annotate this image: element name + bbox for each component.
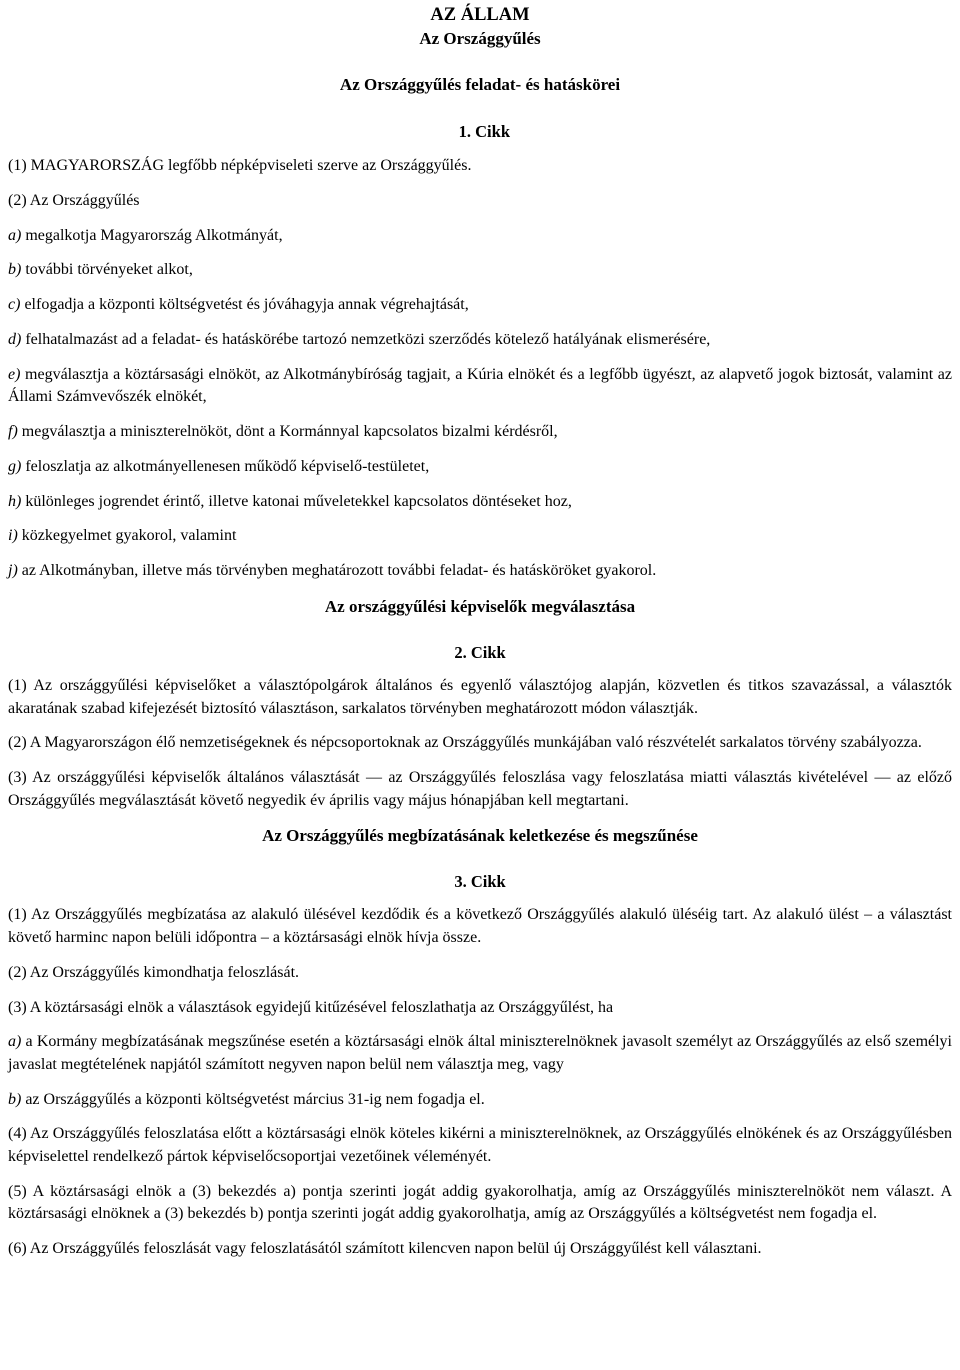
- paragraph: (2) Az Országgyűlés: [8, 191, 140, 209]
- list-item: i) közkegyelmet gyakorol, valamint: [8, 527, 237, 545]
- list-item: g) feloszlatja az alkotmányellenesen működő képviselő-testületet,: [8, 457, 430, 475]
- section-body: [8, 155, 952, 583]
- document-title: AZ ÁLLAM: [430, 5, 530, 25]
- list-item: a) a Kormány megbízatásának megszűnése esetén a köztársasági elnök által miniszterelnöknek javasolt személyt az Országgyűlés az első személyi javaslat megtételének napjától számított negyven napon belül nem választja meg, vagy: [8, 1033, 952, 1073]
- list-item: b) további törvényeket alkot,: [8, 261, 193, 279]
- article-number: 3. Cikk: [454, 872, 506, 892]
- paragraph: (3) Az országgyűlési képviselők általános választását — az Országgyűlés feloszlása vagy feloszlatása miatti választás kivételével — az előző Országgyűlés megválasztását követő negyedik év április vagy május hónapjában kell megtartani.: [8, 769, 952, 809]
- section-heading: Az országgyűlési képviselők megválasztása: [324, 597, 636, 617]
- paragraph: (4) Az Országgyűlés feloszlatása előtt a köztársasági elnök köteles kikérni a miniszterelnöknek, az Országgyűlés elnökének és az Országgyűlésben képviselettel rendelkező pártok képviselőcsoportjai vezetőinek véleményét.: [8, 1125, 952, 1165]
- document-subtitle: Az Országgyűlés: [419, 29, 541, 48]
- section-body: [8, 675, 952, 812]
- list-item: j) az Alkotmányban, illetve más törvényben meghatározott további feladat- és hatásköröket gyakorol.: [8, 562, 657, 580]
- section-heading: Az Országgyűlés feladat- és hatáskörei: [339, 75, 621, 94]
- paragraph: (1) Az országgyűlési képviselőket a választópolgárok általános és egyenlő választójog alapján, közvetlen és titkos szavazással, a választók akaratának szabad kifejezését biztosító választáson, sarkalatos törvényben meghatározott módon választják.: [8, 677, 952, 717]
- paragraph: (5) A köztársasági elnök a (3) bekezdés a) pontja szerinti jogát addig gyakorolhatja, amíg az Országgyűlés miniszterelnököt nem választ. A köztársasági elnöknek a (3) bekezdés b) pontja szerinti jogát addig gyakorolhatja, amíg az Országgyűlés a költségvetést nem fogadja el.: [8, 1182, 952, 1223]
- paragraph: (3) A köztársasági elnök a választások egyidejű kitűzésével feloszlathatja az Országgyűlést, ha: [8, 998, 614, 1016]
- list-item: h) különleges jogrendet érintő, illetve katonai műveletekkel kapcsolatos döntéseket hoz,: [8, 492, 572, 510]
- section-body: [8, 904, 952, 1260]
- paragraph: (2) Az Országgyűlés kimondhatja feloszlását.: [8, 963, 300, 981]
- article-number: 2. Cikk: [454, 643, 506, 663]
- paragraph: (1) MAGYARORSZÁG legfőbb népképviseleti szerve az Országgyűlés.: [8, 157, 472, 174]
- list-item: b) az Országgyűlés a központi költségvetést március 31-ig nem fogadja el.: [8, 1090, 485, 1108]
- list-item: e) megválasztja a köztársasági elnököt, az Alkotmánybíróság tagjait, a Kúria elnökét és a legfőbb ügyészt, az alapvető jogok biztosát, valamint az Állami Számvevőszék elnökét,: [8, 365, 952, 406]
- paragraph: (1) Az Országgyűlés megbízatása az alakuló ülésével kezdődik és a következő Országgyűlés alakuló üléséig tart. Az alakuló ülést – a választást követő harminc napon belüli időpontra – a köztársasági elnök hívja össze.: [8, 906, 952, 946]
- section-heading: Az Országgyűlés megbízatásának keletkezése és megszűnése: [262, 826, 698, 846]
- list-item: f) megválasztja a miniszterelnököt, dönt a Kormánnyal kapcsolatos bizalmi kérdésről,: [8, 423, 558, 441]
- article-number: 1. Cikk: [458, 122, 510, 141]
- list-item: a) megalkotja Magyarország Alkotmányát,: [8, 226, 283, 244]
- paragraph: (6) Az Országgyűlés feloszlását vagy feloszlatásától számított kilencven napon belül új Országgyűlést kell választani.: [8, 1240, 762, 1258]
- list-item: d) felhatalmazást ad a feladat- és hatáskörébe tartozó nemzetközi szerződés kötelező hatályának elismerésére,: [8, 330, 711, 348]
- list-item: c) elfogadja a központi költségvetést és jóváhagyja annak végrehajtását,: [8, 296, 469, 314]
- paragraph: (2) A Magyarországon élő nemzetiségeknek és népcsoportoknak az Országgyűlés munkájában való részvételét sarkalatos törvény szabályozza.: [8, 734, 922, 752]
